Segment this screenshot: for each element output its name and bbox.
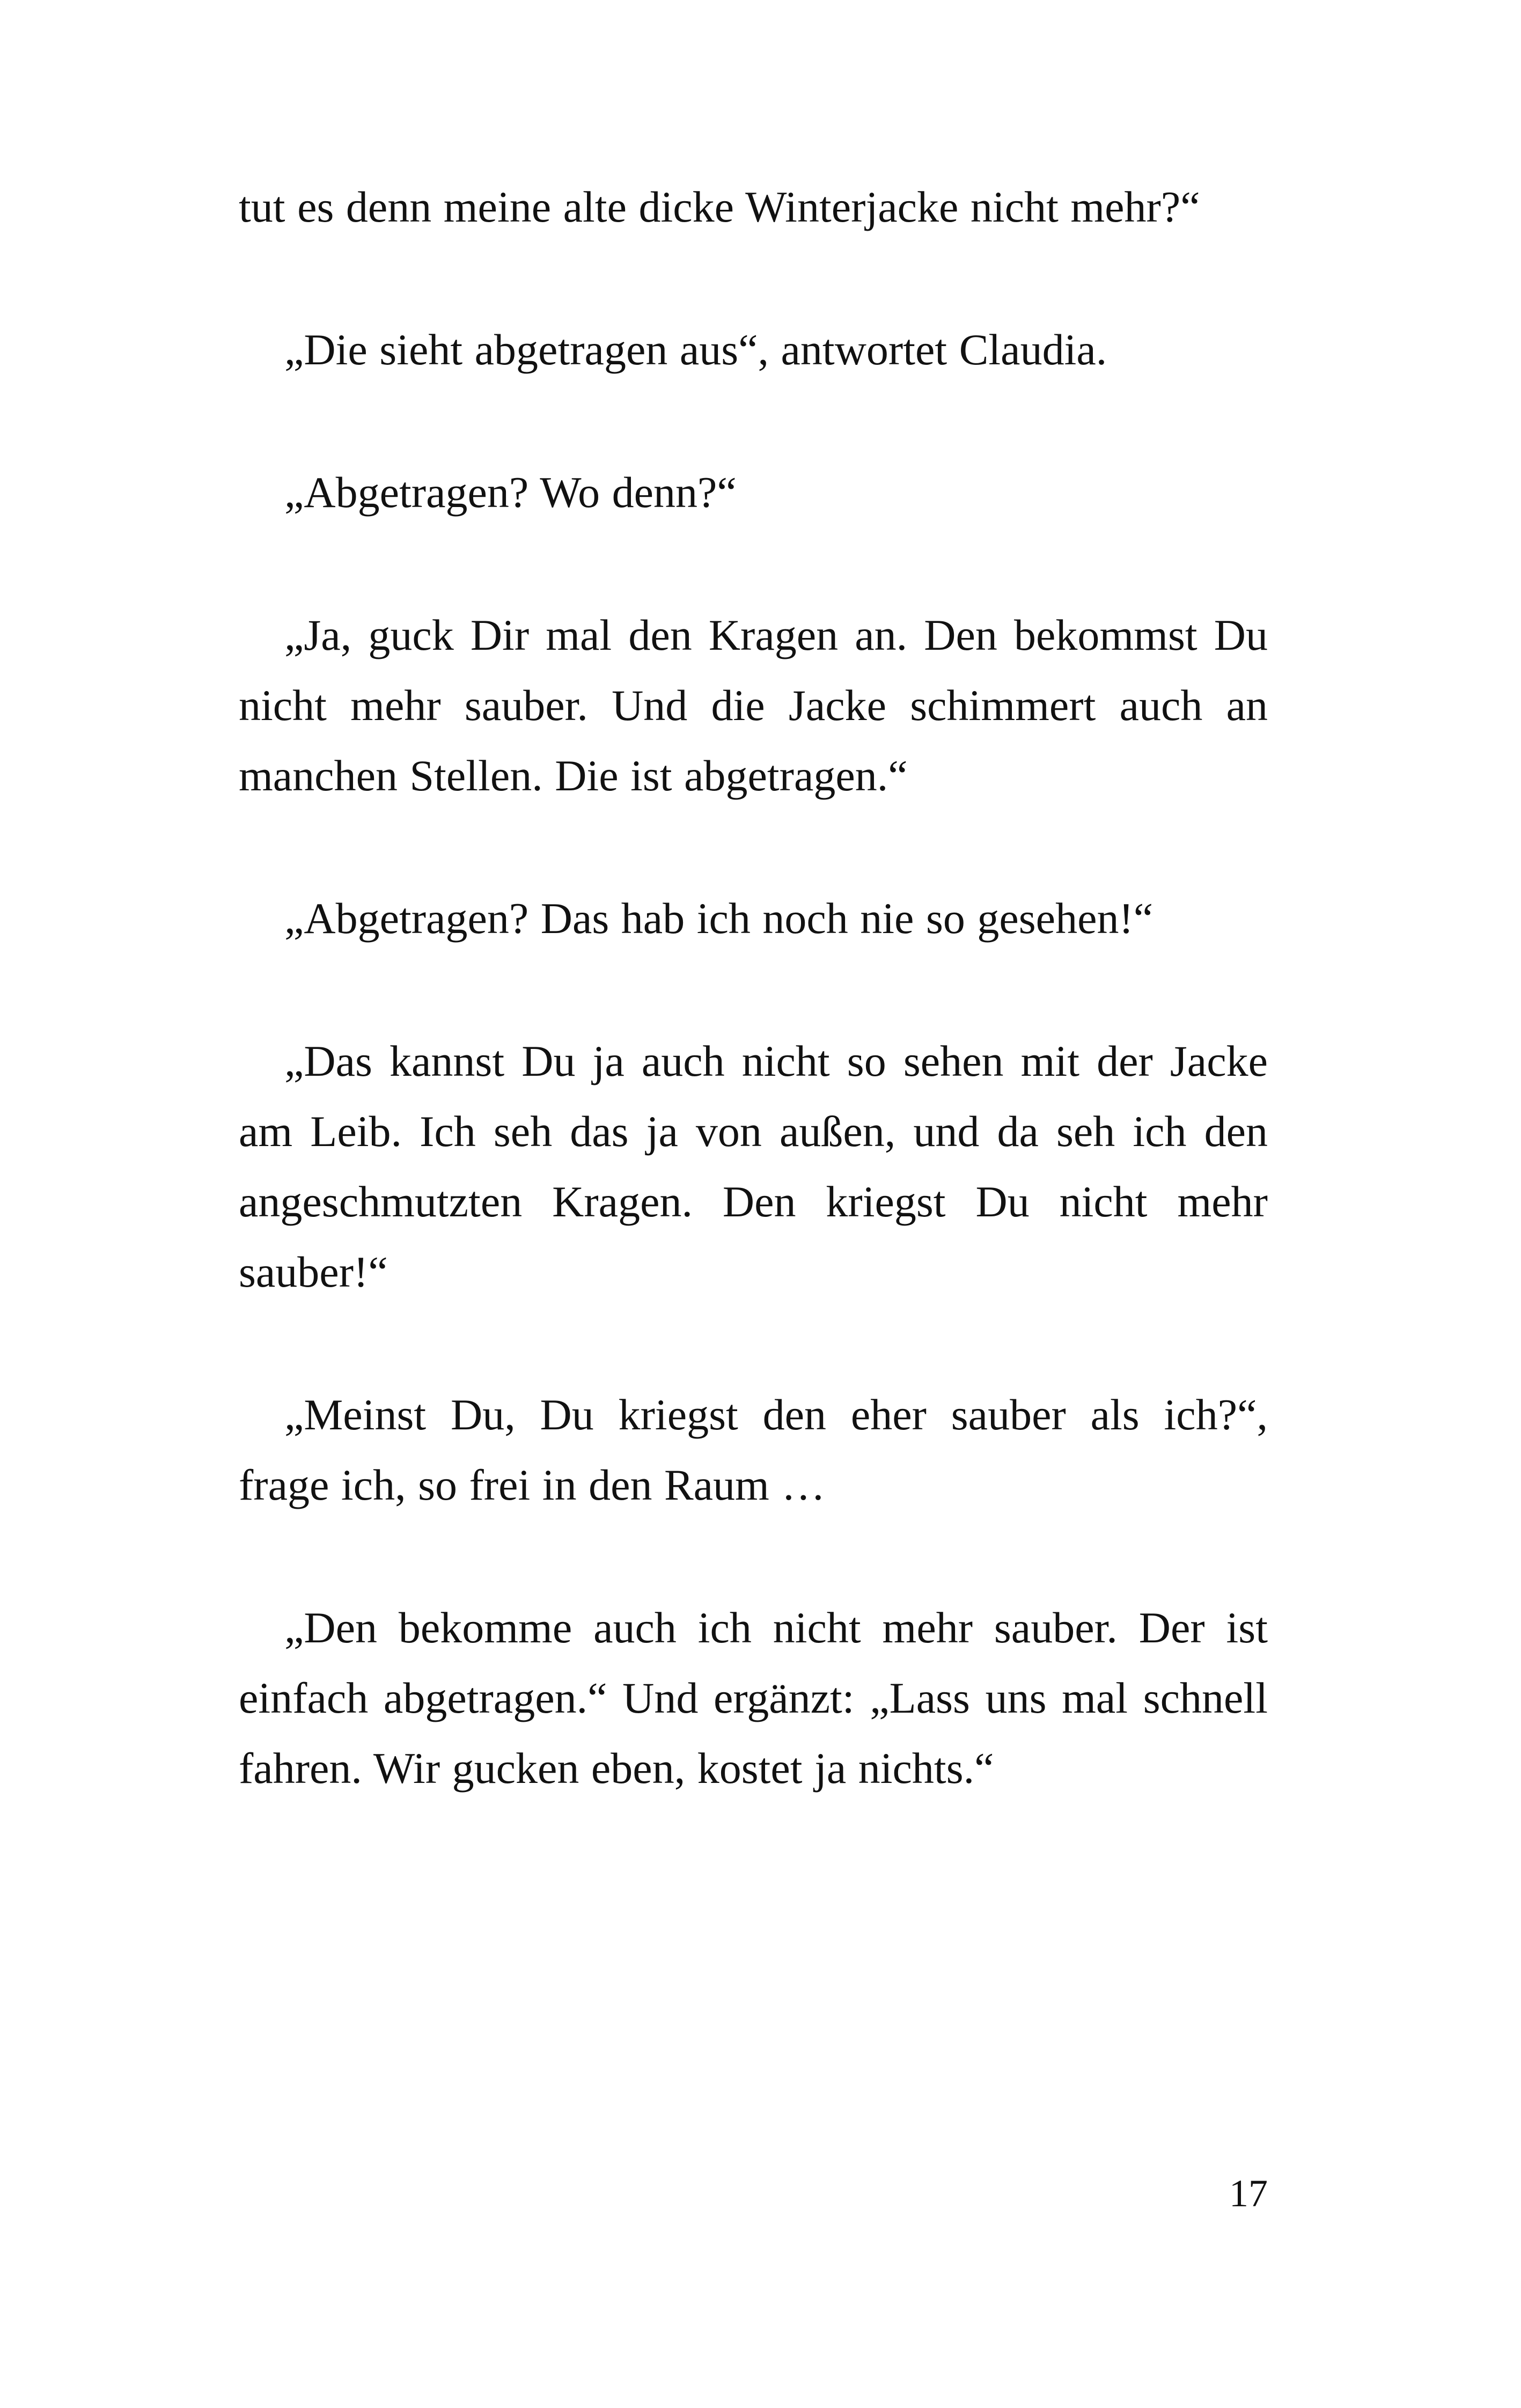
paragraph-8: „Den bekomme auch ich nicht mehr sauber. Der ist einfach abgetragen.“ Und ergänzt: „Lass uns mal schnell fahren. Wir gucken eben, kostet ja nichts.“ <box>239 1603 1268 1793</box>
paragraph-4: „Ja, guck Dir mal den Kragen an. Den bekommst Du nicht mehr sauber. Und die Jacke schimmert auch an manchen Stellen. Die ist abgetragen.“ <box>239 611 1268 800</box>
paragraph-2: „Die sieht abgetragen aus“, antwortet Claudia. <box>284 325 1107 374</box>
paragraph-3: „Abgetragen? Wo denn?“ <box>284 468 737 517</box>
page-number: 17 <box>1229 2172 1268 2215</box>
body-text <box>239 172 1268 1876</box>
paragraph-7: „Meinst Du, Du kriegst den eher sauber als ich?“, frage ich, so frei in den Raum … <box>239 1390 1268 1509</box>
paragraph-5: „Abgetragen? Das hab ich noch nie so gesehen!“ <box>284 894 1153 943</box>
paragraph-6: „Das kannst Du ja auch nicht so sehen mit der Jacke am Leib. Ich seh das ja von außen, und da seh ich den angeschmutzten Kragen. Den kriegst Du nicht mehr sauber!“ <box>239 1037 1268 1296</box>
paragraph-1: tut es denn meine alte dicke Winterjacke nicht mehr?“ <box>239 182 1200 231</box>
